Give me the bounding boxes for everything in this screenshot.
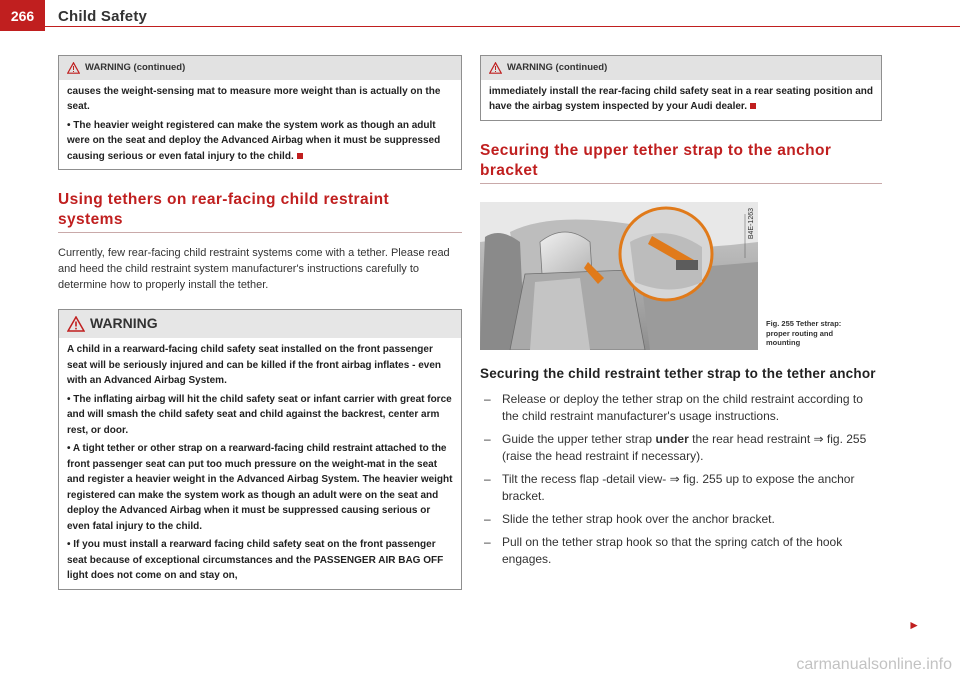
subheading: Securing the child restraint tether strap to the tether anchor <box>480 365 876 381</box>
steps-list <box>480 391 882 568</box>
list-item: – Release or deploy the tether strap on the child restraint according to the child restraint manufacturer's usage instructions. <box>480 391 882 425</box>
warning-continued-box <box>58 55 462 170</box>
warning-continued-box <box>480 55 882 121</box>
warning-continued-header <box>481 56 881 80</box>
left-column <box>58 55 462 590</box>
figure-image <box>480 202 758 350</box>
warning-continued-label: WARNING (continued) <box>85 62 186 73</box>
section-heading: Using tethers on rear-facing child restraint systems <box>58 191 390 228</box>
figure-caption: Fig. 255 Tether strap: proper routing and mounting <box>766 319 842 347</box>
section-heading: Securing the upper tether strap to the anchor bracket <box>480 141 832 179</box>
warning-triangle-icon <box>67 316 85 332</box>
warning-paragraph: • A tight tether or other strap on a rearward-facing child restraint attached to the front passenger seat can put too much pressure on the weight-mat in the seat and register a heavier weight in the Advanced Airbag System. The heavier weight registered can make the system work as though an adult were on the seat and deploy the Advanced Airbag when it must be suppressed causing serious or even fatal injury to the child. <box>67 443 453 532</box>
warning-triangle-icon <box>489 62 502 74</box>
warning-paragraph: • The heavier weight registered can make the system work as though an adult were on the seat and deploy the Advanced Airbag when it must be suppressed causing serious or even fatal injury to the child. <box>67 119 441 162</box>
warning-paragraph: A child in a rearward-facing child safety seat installed on the front passenger seat will be seriously injured and can be killed if the front airbag inflates - even with an Advanced Airbag System. <box>67 344 441 386</box>
header-divider <box>45 26 960 27</box>
end-of-section-icon <box>750 103 756 109</box>
list-item: – Guide the upper tether strap under the rear head restraint ⇒ fig. 255 (raise the head restraint if necessary). <box>480 431 882 465</box>
warning-box <box>58 309 462 590</box>
figure-code: B4E-1263 <box>748 207 755 239</box>
warning-paragraph: • If you must install a rearward facing child safety seat on the front passenger seat because of exceptional circumstances and the PASSENGER AIR BAG OFF light does not come on and stay on, <box>67 539 444 581</box>
warning-continued-header <box>59 56 461 80</box>
end-of-section-icon <box>297 153 303 159</box>
warning-paragraph: • The inflating airbag will hit the child safety seat or infant carrier with great force and will smash the child safety seat and child against the backrest, center arm rest, or door. <box>67 393 452 436</box>
warning-continued-label: WARNING (continued) <box>507 62 608 73</box>
warning-label: WARNING <box>90 315 158 332</box>
seat-illustration <box>480 202 758 350</box>
warning-paragraph: immediately install the rear-facing child safety seat in a rear seating position and have the airbag system inspected by your Audi dealer. <box>489 85 874 112</box>
list-item: – Tilt the recess flap -detail view- ⇒ fig. 255 up to expose the anchor bracket. <box>480 471 882 505</box>
chapter-title: Child Safety <box>58 8 148 25</box>
list-item: – Pull on the tether strap hook so that the spring catch of the hook engages. <box>480 534 882 568</box>
warning-paragraph: causes the weight-sensing mat to measure more weight than is actually on the seat. <box>67 85 441 112</box>
body-paragraph: Currently, few rear-facing child restraint systems come with a tether. Please read and heed the child restraint system manufacturer's instructions carefully to determine how to properly install the tether. <box>58 247 450 291</box>
list-item: – Slide the tether strap hook over the anchor bracket. <box>480 511 882 528</box>
page-number: 266 <box>0 0 45 31</box>
continue-arrow-icon: ► <box>908 618 920 632</box>
warning-triangle-icon <box>67 62 80 74</box>
warning-header <box>59 310 461 338</box>
right-column <box>480 55 882 574</box>
watermark: carmanualsonline.info <box>796 656 952 673</box>
